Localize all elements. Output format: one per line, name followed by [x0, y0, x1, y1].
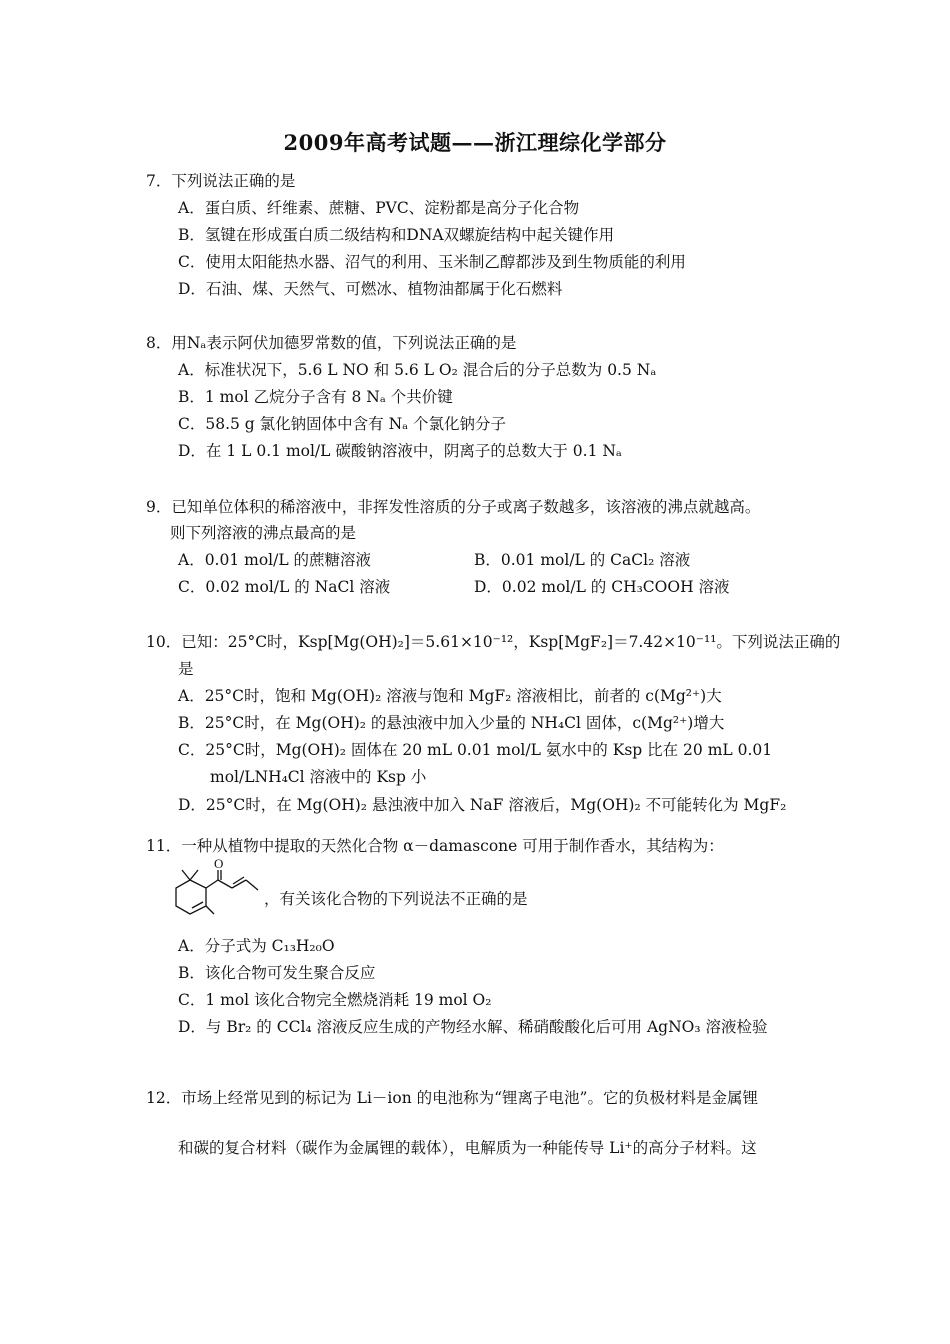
q11-stem-line2: ，有关该化合物的下列说法不正确的是 — [264, 890, 528, 908]
structure-chain-3 — [246, 880, 258, 890]
structure-chain-double-bond — [233, 877, 244, 884]
q9-option-c: C．0.02 mol/L 的 NaCl 溶液 — [178, 578, 391, 596]
structure-ring — [176, 880, 206, 914]
structure-methyl-1 — [182, 870, 190, 880]
q9-stem-line1: 9．已知单位体积的稀溶液中，非挥发性溶质的分子或离子数越多，该溶液的沸点就越高。 — [146, 498, 761, 516]
q10-option-a: A．25°C时，饱和 Mg(OH)₂ 溶液与饱和 MgF₂ 溶液相比，前者的 c(Mg²⁺)大 — [178, 687, 722, 705]
q8-option-b: B．1 mol 乙烷分子含有 8 Nₐ 个共价键 — [178, 388, 453, 406]
q7-option-d: D．石油、煤、天然气、可燃冰、植物油都属于化石燃料 — [178, 280, 563, 298]
q9-option-a: A．0.01 mol/L 的蔗糖溶液 — [178, 551, 372, 569]
structure-oxygen-label: O — [214, 858, 224, 871]
q11-option-a: A．分子式为 C₁₃H₂₀O — [178, 937, 335, 955]
q7-option-c: C．使用太阳能热水器、沼气的利用、玉米制乙醇都涉及到生物质能的利用 — [178, 253, 686, 271]
q10-option-c-cont: mol/LNH₄Cl 溶液中的 Ksp 小 — [210, 768, 427, 786]
q9-option-d: D．0.02 mol/L 的 CH₃COOH 溶液 — [474, 578, 730, 596]
q7-stem: 7．下列说法正确的是 — [146, 172, 296, 190]
q11-option-d: D．与 Br₂ 的 CCl₄ 溶液反应生成的产物经水解、稀硝酸酸化后可用 AgNO₃ 溶液检验 — [178, 1018, 768, 1036]
q8-option-d: D．在 1 L 0.1 mol/L 碳酸钠溶液中，阴离子的总数大于 0.1 Nₐ — [178, 442, 622, 460]
q11-stem-line1: 11．一种从植物中提取的天然化合物 α－damascone 可用于制作香水，其结构为： — [146, 837, 724, 855]
structure-diagram — [172, 858, 262, 928]
q11-option-b: B．该化合物可发生聚合反应 — [178, 964, 376, 982]
q10-option-c: C．25°C时，Mg(OH)₂ 固体在 20 mL 0.01 mol/L 氨水中的 Ksp 比在 20 mL 0.01 — [178, 741, 773, 759]
q11-option-c: C．1 mol 该化合物完全燃烧消耗 19 mol O₂ — [178, 991, 492, 1009]
q10-option-d: D．25°C时，在 Mg(OH)₂ 悬浊液中加入 NaF 溶液后，Mg(OH)₂ 不可能转化为 MgF₂ — [178, 796, 787, 814]
q8-stem: 8．用Nₐ表示阿伏加德罗常数的值，下列说法正确的是 — [146, 334, 517, 352]
page-title: 2009年高考试题——浙江理综化学部分 — [283, 130, 667, 155]
q10-stem-line2: 是 — [178, 660, 194, 678]
q10-stem-line1: 10．已知：25°C时，Ksp[Mg(OH)₂]＝5.61×10⁻¹²，Ksp[MgF₂]＝7.42×10⁻¹¹。下列说法正确的 — [146, 633, 841, 651]
q9-option-b: B．0.01 mol/L 的 CaCl₂ 溶液 — [474, 551, 691, 569]
q9-stem-line2: 则下列溶液的沸点最高的是 — [170, 524, 357, 542]
q8-option-c: C．58.5 g 氯化钠固体中含有 Nₐ 个氯化钠分子 — [178, 415, 507, 433]
q12-stem-line2: 和碳的复合材料（碳作为金属锂的载体），电解质为一种能传导 Li⁺的高分子材料。这 — [178, 1139, 757, 1157]
q10-option-b: B．25°C时，在 Mg(OH)₂ 的悬浊液中加入少量的 NH₄Cl 固体，c(Mg²⁺)增大 — [178, 714, 725, 732]
structure-carbonyl-bond — [206, 880, 218, 888]
structure-methyl-2 — [190, 870, 198, 880]
q7-option-b: B．氢键在形成蛋白质二级结构和DNA双螺旋结构中起关键作用 — [178, 226, 615, 244]
q8-option-a: A．标准状况下，5.6 L NO 和 5.6 L O₂ 混合后的分子总数为 0.5 Nₐ — [178, 361, 657, 379]
structure-chain-1 — [218, 880, 232, 888]
structure-ring-double-bond — [192, 902, 203, 908]
structure-methyl-3 — [206, 906, 214, 914]
q7-option-a: A．蛋白质、纤维素、蔗糖、PVC、淀粉都是高分子化合物 — [178, 199, 580, 217]
q12-stem-line1: 12．市场上经常见到的标记为 Li－ion 的电池称为“锂离子电池”。它的负极材料是金属锂 — [146, 1089, 758, 1107]
